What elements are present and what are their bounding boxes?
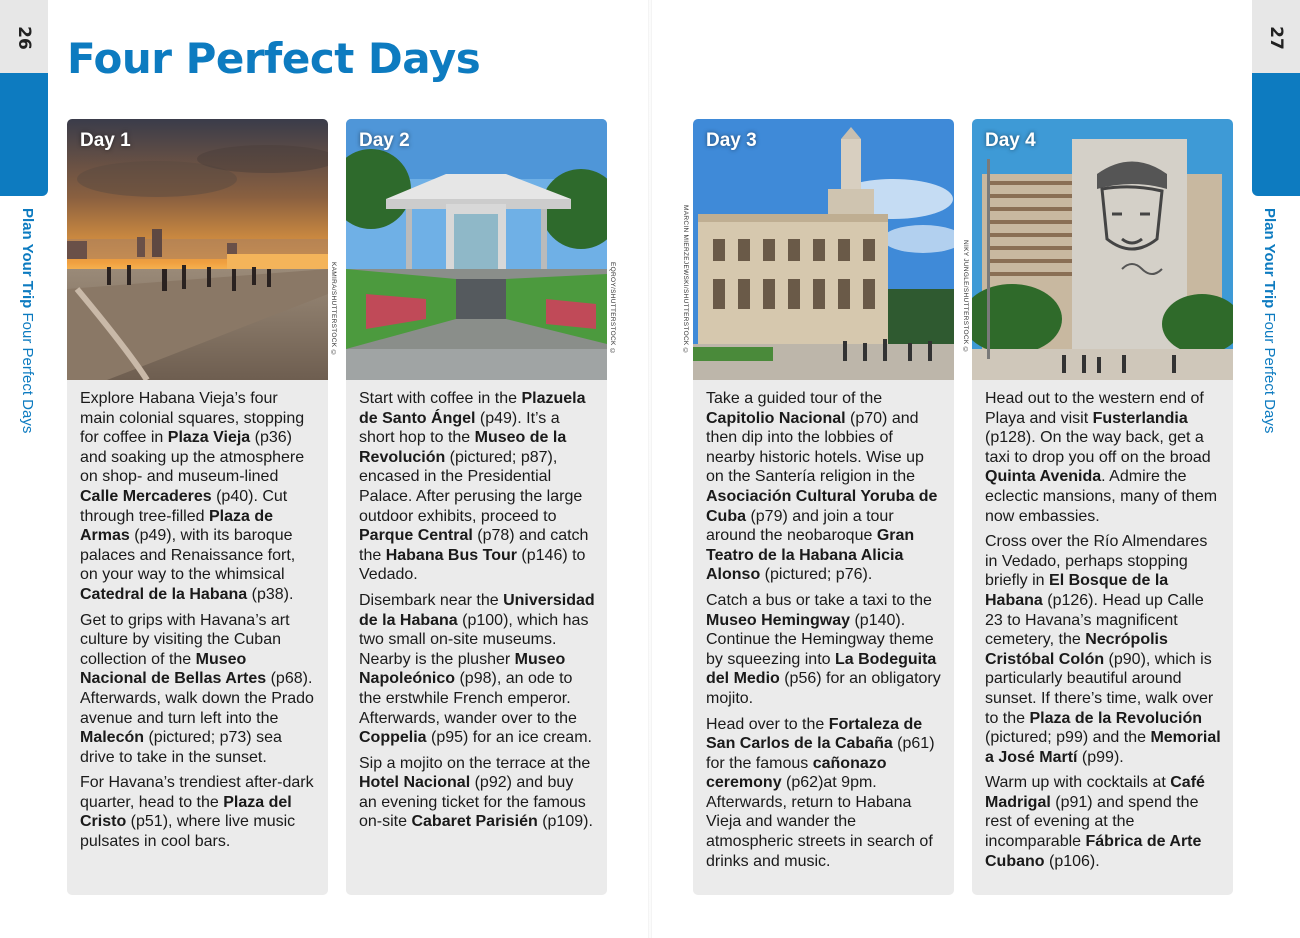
- day-label: Day 1: [80, 130, 131, 151]
- paragraph: Cross over the Río Almendares in Vedado, perhaps stopping briefly in El Bosque de la Habana (p126). Head up Calle 23 to Havana’s magnificent cemetery, the Necrópolis Cristóbal Colón (p90), which is particularly beautiful around sunset. If there’s time, walk over to the Plaza de la Revolución (pictured; p99) and the Memorial a José Martí (p99).: [985, 533, 1221, 766]
- paragraph: For Havana’s trendiest after-dark quarter, head to the Plaza del Cristo (p51), where live music pulsates in cool bars.: [80, 774, 314, 851]
- day-description: [693, 380, 954, 871]
- day-card-2: [346, 119, 607, 895]
- paragraph: Head over to the Fortaleza de San Carlos de la Cabaña (p61) for the famous cañonazo ceremony (p62)at 9pm. Afterwards, return to Habana Vieja and wander the atmospheric streets in search of drinks and music.: [706, 715, 935, 870]
- paragraph: Start with coffee in the Plazuela de Santo Ángel (p49). It’s a short hop to the Museo de la Revolución (pictured; p87), encased in the Presidential Palace. After perusing the large outdoor exhibits, proceed to Parque Central (p78) and catch the Habana Bus Tour (p146) to Vedado.: [359, 390, 589, 584]
- gran-teatro-photo: [693, 119, 954, 380]
- day-card-1: [67, 119, 328, 895]
- running-header-left: [19, 208, 36, 433]
- section-tab-left: [0, 73, 48, 196]
- topic-name: Four Perfect Days: [1261, 312, 1278, 434]
- day-card-4: [972, 119, 1233, 895]
- paragraph: Head out to the western end of Playa and visit Fusterlandia (p128). On the way back, get a taxi to drop you off on the broad Quinta Avenida. Admire the eclectic mansions, many of them now embassies.: [985, 390, 1218, 525]
- paragraph: Explore Habana Vieja’s four main colonial squares, stopping for coffee in Plaza Vieja (p36) and soaking up the atmosphere on shop- and museum-lined Calle Mercaderes (p40). Cut through tree-filled Plaza de Armas (p49), with its baroque palaces and Renaissance fort, on your way to the whimsical Catedral de la Habana (p38).: [80, 390, 305, 603]
- running-header-right: [1261, 208, 1278, 433]
- page-gutter: [648, 0, 652, 938]
- museo-revolucion-photo: [346, 119, 607, 380]
- photo-credit: EQROY/SHUTTERSTOCK ©: [609, 262, 616, 356]
- malecon-sunset-photo: [67, 119, 328, 380]
- photo-credit: KAMIRA/SHUTTERSTOCK ©: [330, 262, 337, 357]
- photo-credit: NIKY JUNGLE/SHUTTERSTOCK ©: [962, 240, 969, 354]
- day-description: [67, 380, 328, 852]
- paragraph: Disembark near the Universidad de la Habana (p100), which has two small on-site museums. Nearby is the plusher Museo Napoleónico (p98), an ode to the erstwhile French emperor. Afterwards, wander over to the Coppelia (p95) for an ice cream.: [359, 591, 595, 747]
- day-label: Day 2: [359, 130, 410, 151]
- page-number-tab-left: [0, 0, 48, 73]
- page-number-right: 27: [1266, 26, 1286, 50]
- paragraph: Warm up with cocktails at Café Madrigal (p91) and spend the rest of evening at the incomparable Fábrica de Arte Cubano (p106).: [985, 774, 1205, 870]
- paragraph: Sip a mojito on the terrace at the Hotel Nacional (p92) and buy an evening ticket for the famous on-site Cabaret Parisién (p109).: [359, 754, 593, 831]
- photo-credit: MARCIN MIERZEJEWSKI/SHUTTERSTOCK ©: [682, 205, 689, 355]
- paragraph: Take a guided tour of the Capitolio Nacional (p70) and then dip into the lobbies of nearby historic hotels. Wise up on the Santería religion in the Asociación Cultural Yoruba de Cuba (p79) and join a tour around the neobaroque Gran Teatro de la Habana Alicia Alonso (pictured; p76).: [706, 390, 938, 584]
- day-card-3: [693, 119, 954, 895]
- day-description: [346, 380, 607, 832]
- topic-name: Four Perfect Days: [19, 312, 36, 434]
- plaza-revolucion-photo: [972, 119, 1233, 380]
- page-number-tab-right: [1252, 0, 1300, 73]
- section-tab-right: [1252, 73, 1300, 196]
- page-number-left: 26: [14, 26, 34, 50]
- day-label: Day 3: [706, 130, 757, 151]
- paragraph: Catch a bus or take a taxi to the Museo Hemingway (p140). Continue the Hemingway theme by squeezing into La Bodeguita del Medio (p56) for an obligatory mojito.: [706, 591, 941, 707]
- paragraph: Get to grips with Havana’s art culture by visiting the Cuban collection of the Museo Nacional de Bellas Artes (p68). Afterwards, walk down the Prado avenue and turn left into the Malecón (pictured; p73) sea drive to take in the sunset.: [80, 611, 314, 766]
- day-label: Day 4: [985, 130, 1036, 151]
- day-description: [972, 380, 1233, 871]
- section-name: Plan Your Trip: [19, 208, 36, 309]
- page-title: Four Perfect Days: [67, 34, 481, 83]
- section-name: Plan Your Trip: [1261, 208, 1278, 309]
